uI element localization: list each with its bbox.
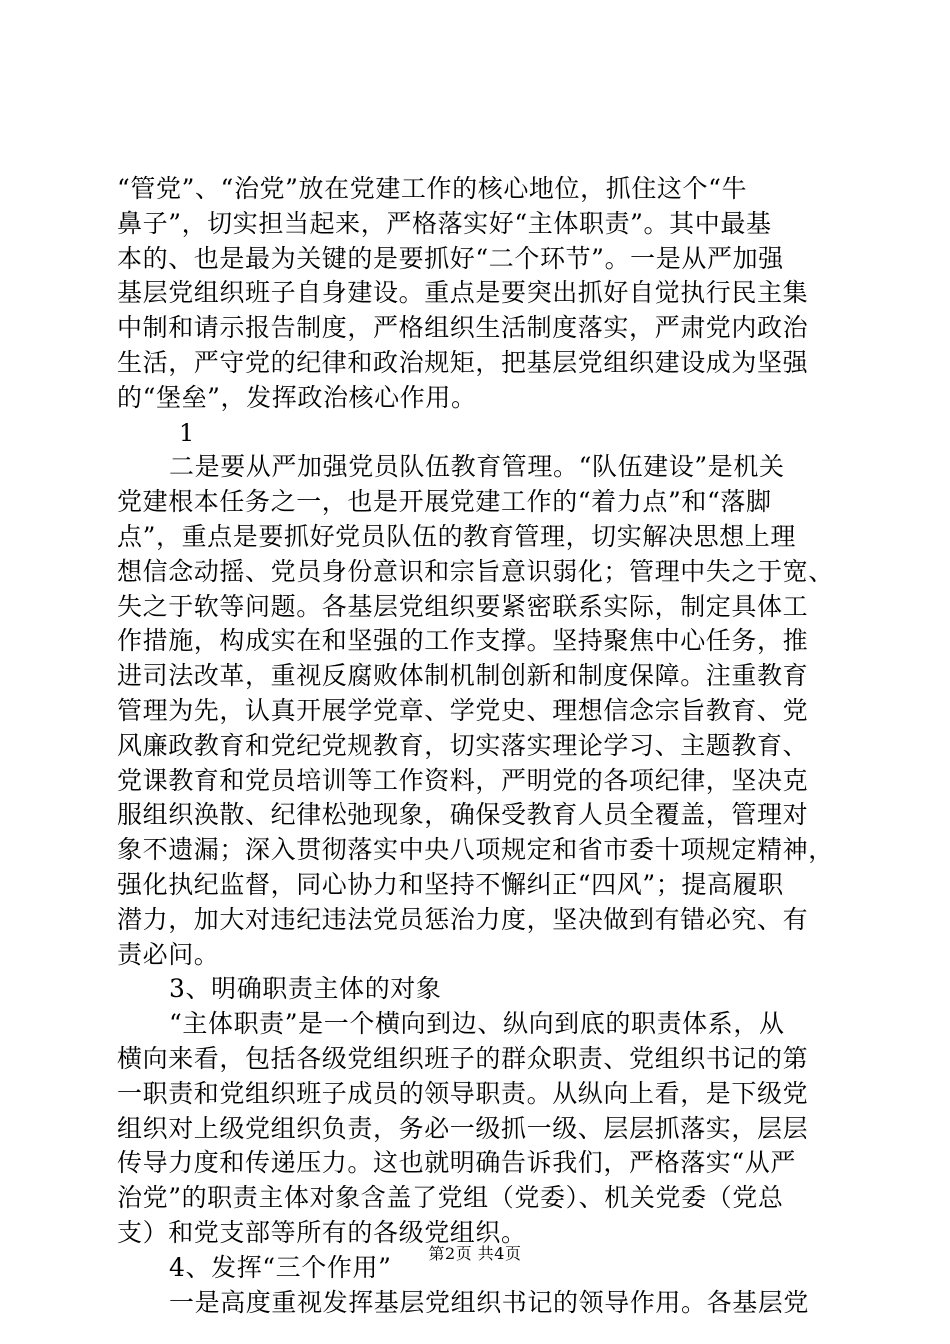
text-line: 强化执纪监督，同心协力和坚持不懈纠正“四风”；提高履职 bbox=[117, 869, 784, 899]
text-line: 潜力，加大对违纪违法党员惩治力度，坚决做到有错必究、有 bbox=[117, 904, 809, 934]
text-line: 一职责和党组织班子成员的领导职责。从纵向上看，是下级党 bbox=[117, 1078, 809, 1108]
paragraph-start-line: “主体职责”是一个横向到边、纵向到底的职责体系，从 bbox=[169, 1009, 785, 1039]
text-line: 鼻子”，切实担当起来，严格落实好“主体职责”。其中最基 bbox=[117, 208, 772, 238]
text-line: 中制和请示报告制度，严格组织生活制度落实，严肃党内政治 bbox=[117, 313, 809, 343]
text-line: 管理为先，认真开展学党章、学党史、理想信念宗旨教育、党 bbox=[117, 695, 809, 725]
page-footer: 第2页 共4页 bbox=[428, 1244, 522, 1263]
text-line: 本的、也是最为关键的是要抓好“二个环节”。一是从严加强 bbox=[117, 243, 784, 273]
text-line: 传导力度和传递压力。这也就明确告诉我们，严格落实“从严 bbox=[117, 1148, 796, 1178]
text-line: 党建根本任务之一，也是开展党建工作的“着力点”和“落脚 bbox=[117, 487, 772, 517]
text-line: 想信念动摇、党员身份意识和宗旨意识弱化；管理中失之于宽、 bbox=[117, 556, 834, 586]
text-line: 风廉政教育和党纪党规教育，切实落实理论学习、主题教育、 bbox=[117, 730, 809, 760]
text-line: 党课教育和党员培训等工作资料，严明党的各项纪律，坚决克 bbox=[117, 765, 809, 795]
text-line: 支）和党支部等所有的各级党组织。 bbox=[117, 1217, 527, 1247]
inline-number: 1 bbox=[179, 418, 195, 447]
text-line: 横向来看，包括各级党组织班子的群众职责、党组织书记的第 bbox=[117, 1043, 809, 1073]
text-line: 基层党组织班子自身建设。重点是要突出抓好自觉执行民主集 bbox=[117, 278, 809, 308]
text-line: 点”，重点是要抓好党员队伍的教育管理，切实解决思想上理 bbox=[117, 521, 796, 551]
text-line: 生活，严守党的纪律和政治规矩，把基层党组织建设成为坚强 bbox=[117, 347, 809, 377]
text-line: 进司法改革，重视反腐败体制机制创新和制度保障。注重教育 bbox=[117, 661, 809, 691]
text-line: 作措施，构成实在和坚强的工作支撑。坚持聚焦中心任务，推 bbox=[117, 626, 809, 656]
section-heading: 3、明确职责主体的对象 bbox=[169, 974, 442, 1004]
text-line: 象不遗漏；深入贯彻落实中央八项规定和省市委十项规定精神， bbox=[117, 835, 834, 865]
text-line: 组织对上级党组织负责，务必一级抓一级、层层抓落实，层层 bbox=[117, 1113, 809, 1143]
text-line: “管党”、“治党”放在党建工作的核心地位，抓住这个“牛 bbox=[117, 174, 748, 203]
text-line: 服组织涣散、纪律松弛现象，确保受教育人员全覆盖，管理对 bbox=[117, 800, 809, 830]
text-line: 的“堡垒”，发挥政治核心作用。 bbox=[117, 382, 477, 412]
text-line: 责必问。 bbox=[117, 939, 220, 969]
paragraph-start-line: 一是高度重视发挥基层党组织书记的领导作用。各基层党 bbox=[169, 1287, 810, 1317]
text-line: 治党”的职责主体对象含盖了党组（党委）、机关党委（党总 bbox=[117, 1183, 784, 1213]
body-text bbox=[117, 172, 833, 1320]
text-line: 失之于软等问题。各基层党组织要紧密联系实际，制定具体工 bbox=[117, 591, 809, 621]
paragraph-start-line: 二是要从严加强党员队伍教育管理。“队伍建设”是机关 bbox=[169, 452, 785, 482]
section-heading: 4、发挥“三个作用” bbox=[169, 1252, 392, 1282]
